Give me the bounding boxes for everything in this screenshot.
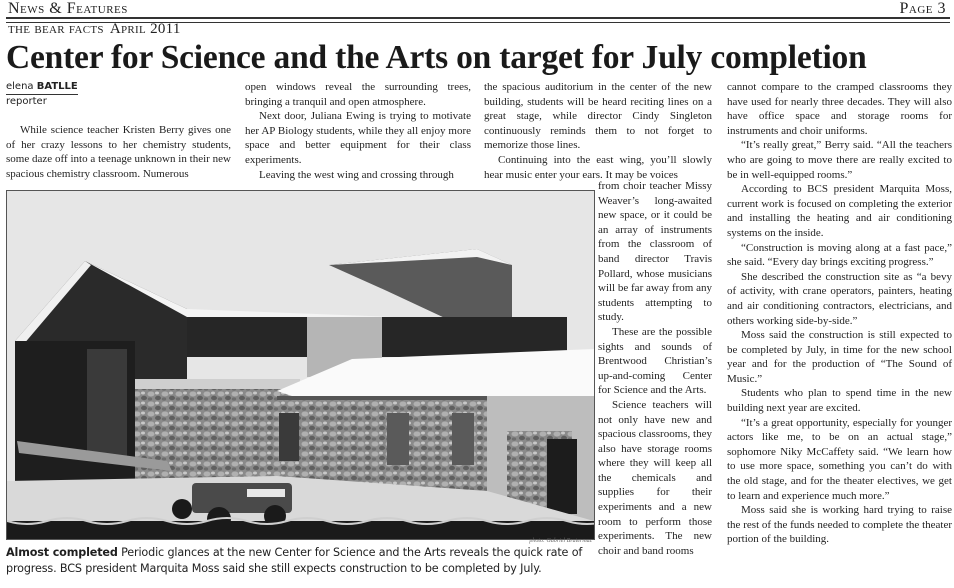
author-role: reporter	[6, 96, 47, 107]
photo-credit: photo: Gabriel Bratermaz	[529, 538, 592, 544]
article-column-4	[727, 80, 952, 547]
paragraph: Next door, Juliana Ewing is trying to motivate her AP Biology students, while they all enjoy more space and better equipment for their class experiments.	[245, 110, 471, 166]
author-last-name: BATLLE	[36, 81, 78, 92]
article-column-3	[484, 80, 712, 182]
article-column-1	[6, 123, 231, 181]
paragraph: According to BCS president Marquita Moss, current work is focused on completing the exterior and installing the heating and air conditioning systems on the inside.	[727, 183, 952, 239]
wheel	[172, 499, 192, 519]
paragraph: Students who plan to spend time in the new building next year are excited.	[727, 387, 952, 415]
paragraph: Moss said she is working hard trying to raise the rest of the funds needed to complete the theater portion of the building.	[727, 504, 952, 546]
soffit	[277, 396, 487, 400]
caption-text: Periodic glances at the new Center for Science and the Arts reveals the quick rate of progress. BCS president Marquita Moss said she still expects construction to be completed by July.	[6, 546, 583, 575]
article-column-3-narrow	[598, 179, 712, 558]
paragraph: Continuing into the east wing, you’ll slowly hear music enter your ears. It may be voices	[484, 153, 712, 181]
photo-caption	[6, 545, 596, 576]
building-illustration	[7, 191, 594, 539]
annex-door	[547, 439, 577, 514]
paragraph: “It’s a great opportunity, especially for younger actors like me, to be on an actual stage,” sophomore Niky McCaffety said. “We learn how to use more space, something you can’t do with the old stage, and for the theater electives, we get to learn and experience much more.”	[727, 416, 952, 502]
window	[452, 413, 474, 465]
paragraph: Moss said the construction is still expected to be completed by July, in time for the new school year and for the production of “The Sound of Music.”	[727, 329, 952, 385]
issue-date: April 2011	[109, 21, 181, 37]
author-name	[6, 80, 78, 95]
publication-name: the bear facts	[8, 21, 104, 37]
paragraph: “Construction is moving along at a fast pace,” she said. “Every day brings exciting progress.”	[727, 241, 952, 269]
window	[279, 413, 299, 461]
paragraph: the spacious auditorium in the center of the new building, students will be heard reciting lines on a great stage, while director Cindy Singleton continuously reminds them to not forget to memorize those lines.	[484, 81, 712, 152]
paragraph: open windows reveal the surrounding trees, bringing a tranquil and open atmosphere.	[245, 81, 471, 108]
byline	[6, 80, 78, 108]
page-number: Page 3	[899, 0, 946, 17]
section-label: News & Features	[8, 0, 128, 17]
paragraph: These are the possible sights and sounds of Brentwood Christian’s up-and-coming Center for Science and the Arts.	[598, 325, 712, 397]
paragraph: She described the construction site as “a bevy of activity, with crane operators, painters, heating and air conditioning contractors, electricians, and others working side-by-side.”	[727, 270, 952, 327]
lift-label	[247, 489, 285, 497]
caption-lead: Almost completed	[6, 546, 118, 559]
paragraph: cannot compare to the cramped classrooms they have used for nearly three decades. They will also have office space and storage rooms for instruments and choir uniforms.	[727, 81, 952, 137]
construction-photo	[6, 190, 595, 540]
ledge	[135, 379, 300, 389]
paragraph: Leaving the west wing and crossing through	[259, 168, 454, 181]
issue-line	[8, 21, 181, 38]
author-first-name: elena	[6, 81, 34, 92]
paragraph: Science teachers will not only have new and spacious classrooms, they also have storage rooms where they will keep all the chemicals and supplies for their experiments and a new room to perform those experiments. The new choir and band rooms	[598, 398, 712, 557]
window-bay	[87, 349, 127, 459]
headline: Center for Science and the Arts on target for July completion	[6, 39, 867, 76]
paragraph: from choir teacher Missy Weaver’s long-awaited new space, or it could be an array of instruments from the classroom of band director Travis Pollard, whose musicians will be far away from any students attempting to study.	[598, 180, 712, 324]
paragraph: While science teacher Kristen Berry gives one of her crazy lessons to her chemistry students, some daze off into a teenage unknown in their new spacious chemistry classroom. Numerous	[6, 124, 231, 180]
paragraph: “It’s really great,” Berry said. “All the teachers who are going to move there are really excited to be in well-equipped rooms.”	[727, 139, 952, 181]
article-column-2	[245, 80, 471, 182]
window	[387, 413, 409, 465]
